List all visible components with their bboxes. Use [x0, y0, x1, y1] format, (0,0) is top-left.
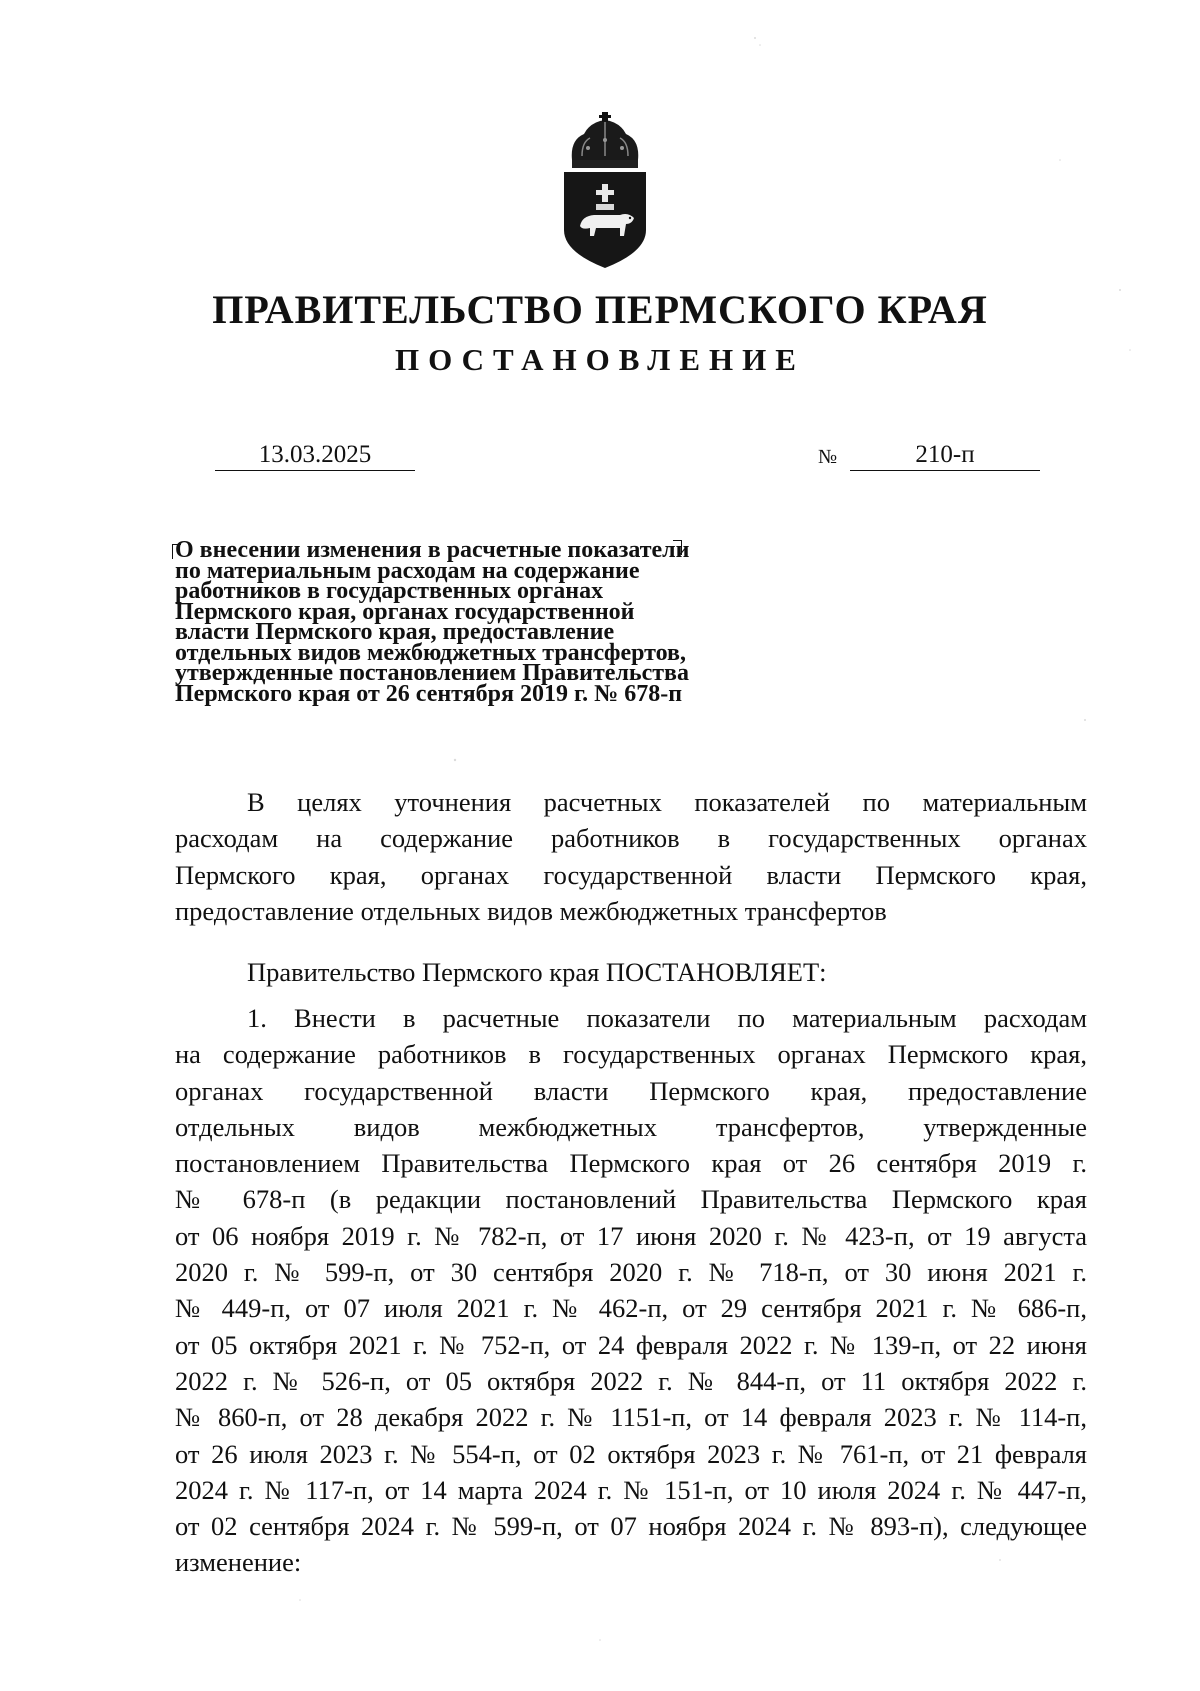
- text-line: 2020 г. № 599-п, от 30 сентября 2020 г. № 718-п, от 30 июня 2021 г.: [175, 1257, 1087, 1288]
- preamble-paragraph: [175, 784, 1087, 929]
- text-line: на содержание работников в государственных органах Пермского края,: [175, 1039, 1087, 1070]
- document-subject: [175, 537, 815, 707]
- subject-line: утвержденные постановлением Правительства: [175, 660, 690, 686]
- text-line: 2022 г. № 526-п, от 05 октября 2022 г. № 844-п, от 11 октября 2022 г.: [175, 1365, 1087, 1396]
- subject-line: власти Пермского края, предоставление: [175, 619, 615, 645]
- document-number: 210-п: [850, 440, 1040, 471]
- perm-krai-coat-of-arms-icon: [560, 112, 650, 270]
- text-line: 1. Внести в расчетные показатели по материальным расходам: [247, 1003, 1087, 1033]
- subject-line: О внесении изменения в расчетные показатели: [175, 537, 690, 563]
- subject-line: по материальным расходам на содержание: [175, 557, 640, 584]
- subject-line: Пермского края от 26 сентября 2019 г. № 678-п: [175, 680, 683, 707]
- text-line: отдельных видов межбюджетных трансфертов, утвержденные: [175, 1111, 1087, 1142]
- text-line: № 449-п, от 07 июля 2021 г. № 462-п, от 29 сентября 2021 г. № 686-п,: [175, 1293, 1087, 1324]
- text-line: изменение:: [175, 1547, 302, 1578]
- item-1-paragraph: [175, 1000, 1087, 1581]
- subject-line: Пермского края, органах государственной: [175, 598, 635, 625]
- document-date: 13.03.2025: [215, 440, 415, 471]
- subject-line: работников в государственных органах: [175, 578, 604, 604]
- subject-line: отдельных видов межбюджетных трансфертов,: [175, 639, 686, 666]
- text-line: В целях уточнения расчетных показателей по материальным: [247, 787, 1087, 817]
- text-line: Пермского края, органах государственной власти Пермского края,: [175, 859, 1087, 890]
- text-line: 2024 г. № 117-п, от 14 марта 2024 г. № 151-п, от 10 июля 2024 г. № 447-п,: [175, 1474, 1087, 1505]
- text-line: Правительство Пермского края ПОСТАНОВЛЯЕТ:: [247, 957, 827, 987]
- document-type: ПОСТАНОВЛЕНИЕ: [395, 342, 805, 377]
- organization-title: ПРАВИТЕЛЬСТВО ПЕРМСКОГО КРАЯ: [212, 287, 988, 332]
- resolution-clause: [175, 954, 1087, 990]
- text-line: постановлением Правительства Пермского края от 26 сентября 2019 г.: [175, 1148, 1087, 1179]
- text-line: расходам на содержание работников в государственных органах: [175, 823, 1087, 854]
- text-line: от 02 сентября 2024 г. № 599-п, от 07 ноября 2024 г. № 893-п), следующее: [175, 1511, 1087, 1542]
- number-label: №: [818, 446, 838, 468]
- text-line: от 06 ноября 2019 г. № 782-п, от 17 июня 2020 г. № 423-п, от 19 августа: [175, 1220, 1087, 1251]
- text-line: № 860-п, от 28 декабря 2022 г. № 1151-п, от 14 февраля 2023 г. № 114-п,: [175, 1402, 1087, 1433]
- text-line: предоставление отдельных видов межбюджетных трансфертов: [175, 895, 887, 926]
- text-line: органах государственной власти Пермского края, предоставление: [175, 1075, 1087, 1106]
- text-line: от 05 октября 2021 г. № 752-п, от 24 февраля 2022 г. № 139-п, от 22 июня: [175, 1329, 1087, 1360]
- text-line: от 26 июля 2023 г. № 554-п, от 02 октября 2023 г. № 761-п, от 21 февраля: [175, 1438, 1087, 1469]
- text-line: № 678-п (в редакции постановлений Правительства Пермского края: [175, 1184, 1087, 1215]
